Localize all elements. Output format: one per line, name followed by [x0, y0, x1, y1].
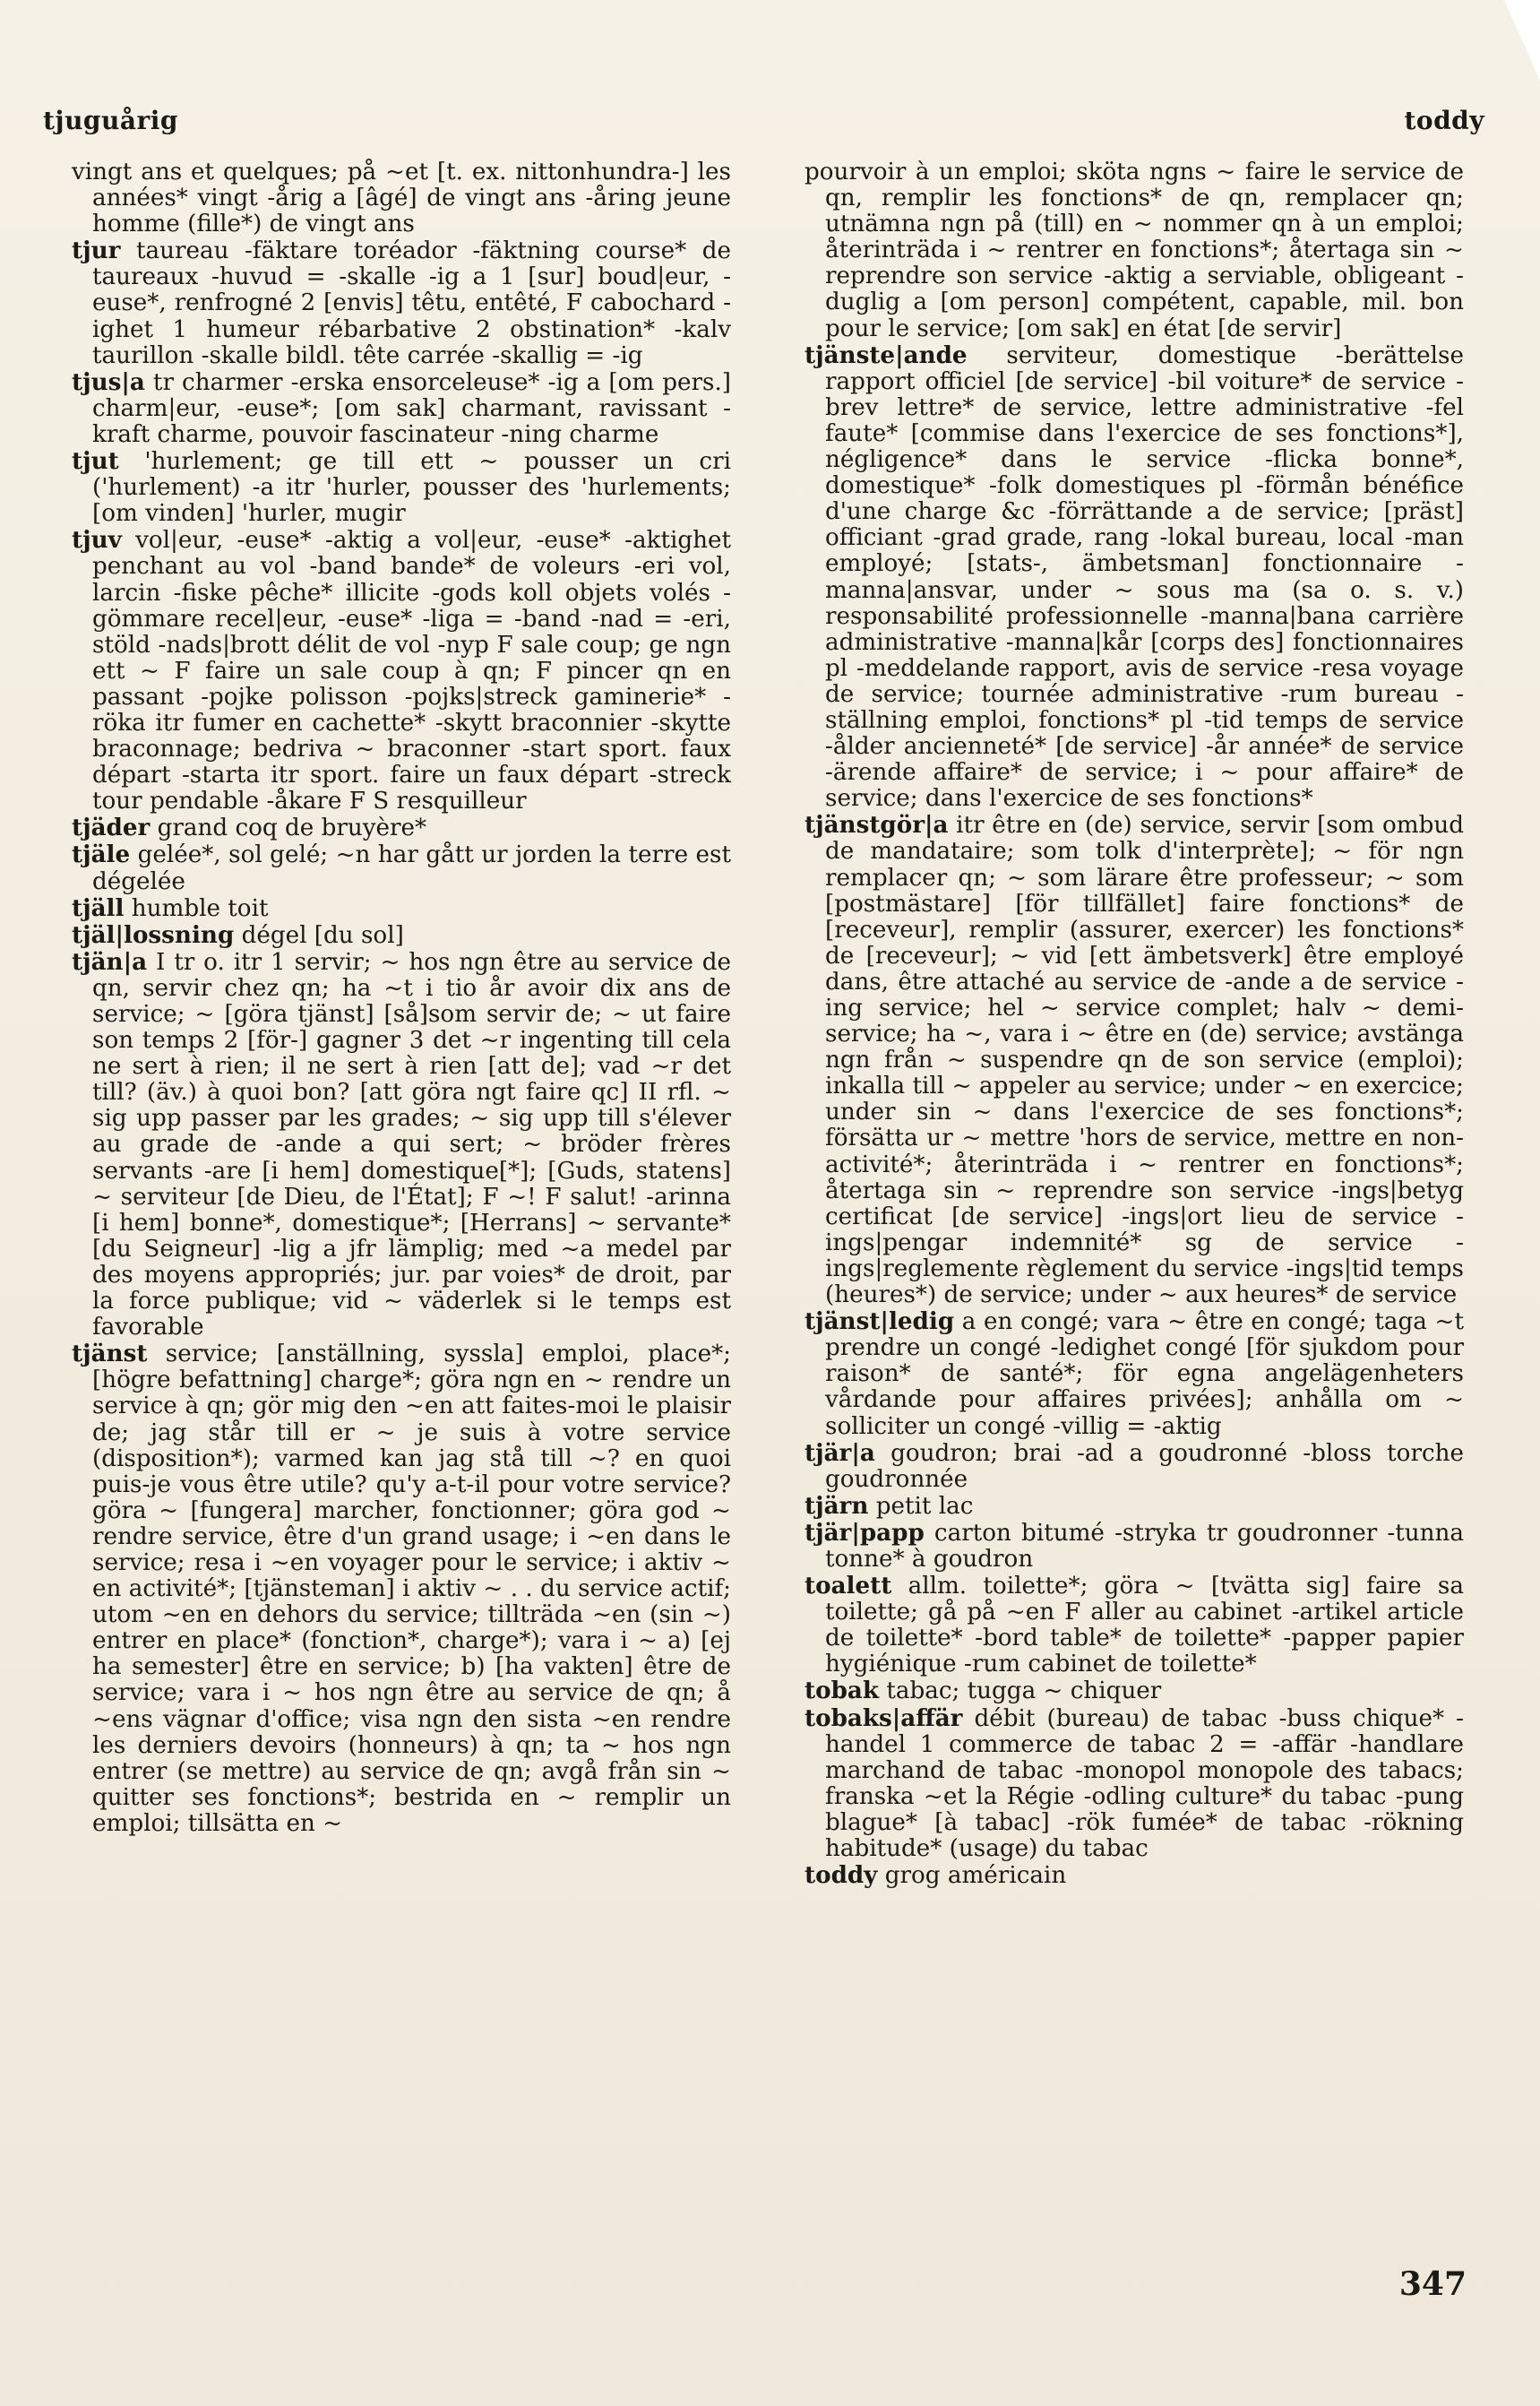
headword: tjäl|lossning [72, 920, 235, 949]
left-entry [72, 947, 731, 1341]
headword: tjänstgör|a [804, 811, 949, 840]
definition-text: goudron; brai -ad a goudronné -bloss torche goudronnée [825, 1439, 1464, 1493]
left-entry [72, 841, 731, 895]
headword: tjänste|ande [804, 341, 968, 369]
definition-text: dégel [du sol] [234, 921, 404, 949]
right-entry [804, 1307, 1464, 1440]
definition-text: débit (bureau) de tabac -buss chique* -handel 1 commerce de tabac 2 = -affär -handlare marchand de tabac -monopol monopole des tabacs; franska ~et la Régie -odling culture* du tabac -pung blague* [à tabac] -rök fumée* de tabac -rökning habitude* (usage) du tabac [825, 1704, 1464, 1862]
headword: tjuv [72, 526, 122, 555]
right-entry [804, 159, 1464, 342]
definition-text: taureau -fäktare toréador -fäktning course* de taureaux -huvud = -skalle -ig a 1 [sur] boud|eur, -euse*, renfrogné 2 [envis] têtu, entêté, F cabochard -ighet 1 humeur rébarbative 2 obstination* -kalv taurillon -skalle bildl. tête carrée -skallig = -ig [92, 237, 731, 369]
right-entry [804, 1491, 1464, 1520]
definition-text: pourvoir à un emploi; sköta ngns ~ faire le service de qn, remplir les fonctions* de qn, remplacer qn; utnämna ngn på (till) en ~ nommer qn à un emploi; återinträda i ~ rentrer en fonctions*; återtaga sin ~ reprendre son service -aktig a serviable, obligeant -duglig a [om person] compétent, capable, mil. bon pour le service; [om sak] en état [de servir] [804, 159, 1464, 342]
headword: tjär|a [804, 1438, 875, 1467]
definition-text: tr charmer -erska ensorceleuse* -ig a [om pers.] charm|eur, -euse*; [om sak] charmant, ravissant -kraft charme, pouvoir fascinateur -ning charme [92, 368, 731, 448]
left-entry [72, 447, 731, 528]
right-entry [804, 1677, 1464, 1705]
headword: tjut [72, 447, 119, 476]
definition-text: petit lac [868, 1492, 974, 1520]
right-column [804, 160, 1464, 1889]
left-entry [72, 159, 731, 238]
headword: toddy [804, 1861, 878, 1890]
right-entry [804, 1861, 1464, 1890]
right-entry [804, 1518, 1464, 1573]
definition-text: tabac; tugga ~ chiquer [879, 1677, 1162, 1705]
page-number: 347 [1398, 2265, 1467, 2303]
headword: tjus|a [72, 367, 145, 396]
headword: tjäder [72, 814, 151, 842]
definition-text: vingt ans et quelques; på ~et [t. ex. nittonhundra-] les années* vingt -årig a [âgé] de vingt ans -åring jeune homme (fille*) de vingt ans [72, 159, 731, 238]
right-entry [804, 811, 1464, 1309]
definition-text: vol|eur, -euse* -aktig a vol|eur, -euse* -aktighet penchant au vol -band bande* de voleurs -eri vol, larcin -fiske pêche* illicite -gods koll objets volés -gömmare recel|eur, -euse* -liga = -band -nad = -eri, stöld -nads|brott délit de vol -nyp F sale coup; ge ngn ett ~ F faire un sale coup à qn; F pincer qn en passant -pojke polisson -pojks|streck gaminerie* -röka itr fumer en cachette* -skytt braconnier -skytte braconnage; bedriva ~ braconner -start sport. faux départ -starta itr sport. faire un faux départ -streck tour pendable -åkare F S resquilleur [92, 527, 731, 815]
headword: toalett [804, 1572, 892, 1600]
headword: tjärn [804, 1491, 869, 1520]
right-entry [804, 341, 1464, 813]
definition-text: allm. toilette*; göra ~ [tvätta sig] faire sa toilette; gå på ~en F aller au cabinet -artikel article de toilette* -bord table* de toilette* -papper papier hygiénique -rum cabinet de toilette* [825, 1573, 1464, 1678]
headword: tobak [804, 1677, 879, 1705]
headword: tjär|papp [804, 1518, 925, 1547]
definition-text: a en congé; vara ~ être en congé; taga ~t prendre un congé -ledighet congé [för sjukdom pour raison* de santé*; för egna angelägenheters vårdande pour affaires privées]; anhålla om ~ solliciter un congé -villig = -aktig [825, 1308, 1464, 1440]
left-entry [72, 814, 731, 842]
headword: tobaks|affär [804, 1703, 963, 1732]
definition-text: 'hurlement; ge till ett ~ pousser un cri ('hurlement) -a itr 'hurler, pousser des 'hurlements; [om vinden] 'hurler, mugir [92, 448, 731, 528]
definition-text: grand coq de bruyère* [150, 815, 427, 842]
headword: tjur [72, 237, 121, 265]
definition-text: grog américain [877, 1862, 1067, 1890]
definition-text: I tr o. itr 1 servir; ~ hos ngn être au service de qn, servir chez qn; ha ~t i tio år avoir dix ans de service; ~ [göra tjänst] [så]som servir de; ~ ut faire son temps 2 [för-] gagner 3 det ~r ingenting till cela ne sert à rien; il ne sert à rien [att de]; vad ~r det till? (äv.) à quoi bon? [att göra ngt faire qc] II rfl. ~ sig upp passer par les grades; ~ sig upp till s'élever au grade de -ande a qui sert; ~ bröder frères servants -are [i hem] domestique[*]; [Guds, statens] ~ serviteur [de Dieu, de l'État]; F ~! F salut! -arinna [i hem] bonne*, domestique*; [Herrans] ~ servante* [du Seigneur] -lig a jfr lämplig; med ~a medel par des moyens appropriés; jur. par voies* de droit, par la force publique; vid ~ väderlek si le temps est favorable [92, 948, 731, 1341]
left-entry [72, 920, 731, 949]
definition-text: service; [anställning, syssla] emploi, place*; [högre befattning] charge*; göra ngn en ~ rendre un service à qn; gör mig den ~en att faites-moi le plaisir de; jag står till er ~ je suis à votre service (disposition*); varmed kan jag stå till ~? en quoi puis-je vous être utile? qu'y a-t-il pour votre service? göra ~ [fungera] marcher, fonctionner; göra god ~ rendre service, être d'un grand usage; i ~en dans le service; resa i ~en voyager pour le service; i aktiv ~ en activité*; [tjänsteman] i aktiv ~ . . du service actif; utom ~en en dehors du service; tillträda ~en (sin ~) entrer en place* (fonction*, charge*); vara i ~ a) [ej ha semester] être en service; b) [ha vakten] être de service; vara i ~ hos ngn être au service de qn; å ~ens vägnar d'office; visa ngn den sista ~en rendre les derniers devoirs (honneurs) à qn; ta ~ hos ngn entrer (se mettre) au service de qn; avgå från sin ~ quitter ses fonctions*; bestrida en ~ remplir un emploi; tillsätta en ~ [92, 1341, 731, 1837]
right-entry [804, 1572, 1464, 1678]
definition-text: itr être en (de) service, servir [som ombud de mandataire; som tolk d'interprète]; ~ för ngn remplacer qn; ~ som lärare être professeur; ~ som [postmästare] [för tillfället] faire fonctions* de [receveur], remplir (assurer, exercer) les fonctions* de [receveur]; ~ vid [ett ämbetsverk] être employé dans, être attaché au service de -ande a de service -ing service; hel ~ service complet; halv ~ demi-service; ha ~, vara i ~ être en (de) service; avstänga ngn från ~ suspendre qn de son service (emploi); inkalla till ~ appeler au service; under ~ en exercice; under sin ~ dans l'exercice de ses fonctions*; försätta ur ~ mettre 'hors de service, mettre en non-activité*; återinträda i ~ rentrer en fonctions*; återtaga sin ~ reprendre son service -ings|betyg certificat [de service] -ings|ort lieu de service -ings|pengar indemnité* sg de service -ings|reglemente règlement du service -ings|tid temps (heures*) de service; under ~ aux heures* de service [825, 812, 1464, 1309]
definition-text: serviteur, domestique -berättelse rapport officiel [de service] -bil voiture* de service -brev lettre* de service, lettre administrative -fel faute* [commise dans l'exercice de ses fonctions*], négligence* dans le service -flicka bonne*, domestique* -folk domestiques pl -förmån bénéfice d'une charge &c -förrättande a de service; [präst] officiant -grad grade, rang -lokal bureau, local -man employé; [stats-, ämbetsman] fonctionnaire -manna|ansvar, under ~ sous ma (sa o. s. v.) responsabilité professionnelle -manna|bana carrière administrative -manna|kår [corps des] fonctionnaires pl -meddelande rapport, avis de service -resa voyage de service; tournée administrative -rum bureau -ställning emploi, fonctions* pl -tid temps de service -ålder ancienneté* [de service] -år année* de service -ärende affaire* de service; i ~ pour affaire* de service; dans l'exercice de ses fonctions* [825, 341, 1464, 813]
left-entry [72, 1340, 731, 1837]
right-entry [804, 1703, 1464, 1863]
left-column [72, 160, 731, 1837]
page-corner [1504, 0, 1540, 81]
right-entry [804, 1438, 1464, 1493]
definition-text: humble toit [124, 894, 269, 922]
left-entry [72, 526, 731, 815]
left-entry [72, 367, 731, 448]
headword: tjäle [72, 841, 131, 869]
left-entry [72, 893, 731, 922]
headword: tjäll [72, 893, 125, 922]
right-guide-word: toddy [1404, 106, 1484, 135]
definition-text: carton bitumé -stryka tr goudronner -tunna tonne* à goudron [825, 1519, 1464, 1573]
headword: tjänst|ledig [804, 1307, 955, 1336]
headword: tjän|a [72, 947, 148, 976]
left-entry [72, 237, 731, 369]
left-guide-word: tjuguårig [43, 106, 178, 135]
definition-text: gelée*, sol gelé; ~n har gått ur jorden la terre est dégelée [92, 841, 731, 895]
headword: tjänst [72, 1340, 148, 1368]
